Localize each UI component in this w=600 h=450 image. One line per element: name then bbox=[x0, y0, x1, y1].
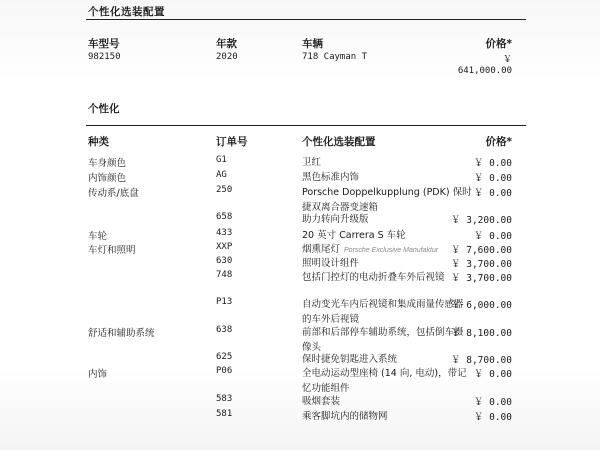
row-price: ￥ 8,100.00 bbox=[451, 328, 512, 339]
model-year: 2020 bbox=[216, 52, 238, 62]
header-vehicle: 车辆 bbox=[302, 38, 323, 50]
header-option-price: 价格* bbox=[485, 136, 512, 148]
row-order-no: XXP bbox=[216, 242, 233, 252]
row-order-no: 625 bbox=[216, 352, 233, 362]
row-price: ￥ 3,700.00 bbox=[451, 273, 512, 284]
row-order-no: P13 bbox=[216, 297, 233, 307]
section-title-personalization: 个性化 bbox=[88, 103, 120, 115]
header-category: 种类 bbox=[88, 136, 109, 148]
row-config: 自动变光车内后视镜和集成雨量传感器的车外后视镜 bbox=[302, 299, 464, 325]
row-config: 保时捷免钥匙进入系统 bbox=[302, 354, 398, 365]
row-config: 卫红 bbox=[302, 157, 322, 168]
row-category: 传动系/底盘 bbox=[88, 188, 139, 199]
model-number: 982150 bbox=[88, 52, 121, 62]
row-order-no: 250 bbox=[216, 185, 233, 195]
row-config: 前部和后部停车辅助系统，包括倒车摄像头 bbox=[302, 327, 464, 353]
row-order-no: 658 bbox=[216, 212, 233, 222]
row-category: 车轮 bbox=[88, 231, 108, 242]
row-price: ￥ 0.00 bbox=[473, 188, 512, 199]
header-order-no: 订单号 bbox=[216, 136, 248, 148]
page-title: 个性化选装配置 bbox=[88, 6, 165, 18]
row-order-no: P06 bbox=[216, 366, 233, 376]
row-order-no: 433 bbox=[216, 228, 233, 238]
row-config: 乘客脚坑内的储物网 bbox=[302, 411, 388, 422]
row-category: 内饰颜色 bbox=[88, 173, 127, 184]
title-divider bbox=[86, 19, 526, 20]
row-order-no: 583 bbox=[216, 394, 233, 404]
section-divider bbox=[86, 125, 526, 126]
row-price: ￥ 0.00 bbox=[473, 412, 512, 423]
row-config: 包括门控灯的电动折叠车外后视镜 bbox=[302, 272, 445, 283]
row-price: ￥ 8,700.00 bbox=[451, 355, 512, 366]
vehicle-name: 718 Cayman T bbox=[302, 52, 368, 62]
row-category: 车灯和照明 bbox=[88, 245, 136, 256]
row-order-no: 748 bbox=[216, 270, 233, 280]
header-price: 价格* bbox=[485, 38, 512, 50]
row-price: ￥ 6,000.00 bbox=[451, 300, 512, 311]
row-config: 照明设计组件 bbox=[302, 258, 360, 269]
row-price: ￥ 3,200.00 bbox=[451, 215, 512, 226]
row-price: ￥ 0.00 bbox=[473, 369, 512, 380]
row-price: ￥ 0.00 bbox=[473, 158, 512, 169]
row-price: ￥ 7,600.00 bbox=[451, 245, 512, 256]
row-order-no: G1 bbox=[216, 155, 227, 165]
exclusive-manufaktur-label: Porsche Exclusive Manufaktur bbox=[344, 247, 439, 254]
row-config: 全电动运动型座椅 (14 向, 电动)，带记忆功能组件 bbox=[302, 368, 467, 394]
row-category: 舒适和辅助系统 bbox=[88, 328, 155, 339]
row-config: 20 英寸 Carrera S 车轮 bbox=[302, 230, 406, 241]
row-order-no: AG bbox=[216, 170, 227, 180]
row-price: ￥ 0.00 bbox=[473, 397, 512, 408]
row-category: 内饰 bbox=[88, 369, 108, 380]
row-order-no: 581 bbox=[216, 409, 233, 419]
row-order-no: 638 bbox=[216, 325, 233, 335]
base-price: 641,000.00 bbox=[457, 66, 512, 76]
row-config: 吸烟套装 bbox=[302, 396, 341, 407]
row-config: Porsche Doppelkupplung (PDK) 保时捷双离合器变速箱 bbox=[302, 187, 472, 213]
row-price: ￥ 3,700.00 bbox=[451, 259, 512, 270]
header-config: 个性化选装配置 bbox=[302, 136, 376, 148]
header-model-no: 车型号 bbox=[88, 38, 120, 50]
row-order-no: 630 bbox=[216, 256, 233, 266]
header-year: 年款 bbox=[216, 38, 237, 50]
currency-symbol: ￥ bbox=[502, 55, 512, 65]
row-price: ￥ 0.00 bbox=[473, 173, 512, 184]
row-config: 助力转向升级版 bbox=[302, 214, 369, 225]
row-price: ￥ 0.00 bbox=[473, 231, 512, 242]
row-category: 车身颜色 bbox=[88, 158, 127, 169]
row-config-text: 烟熏尾灯 bbox=[302, 244, 341, 255]
row-config: 黑色标准内饰 bbox=[302, 172, 360, 183]
